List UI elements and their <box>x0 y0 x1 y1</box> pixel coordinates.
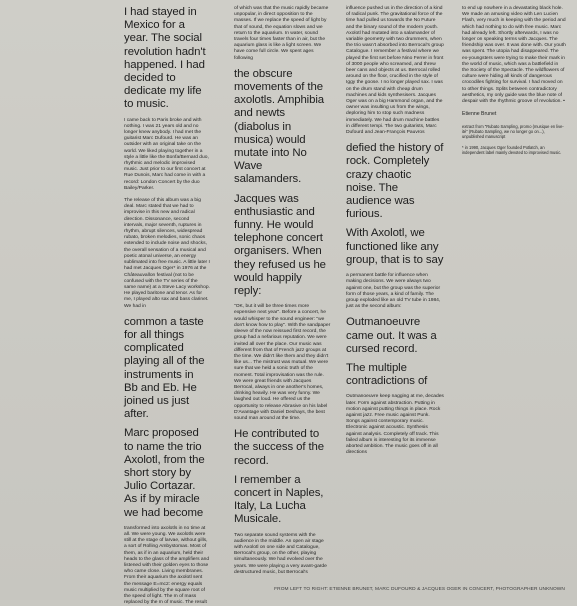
paragraph: defied the history of rock. Completely crazy chaotic noise. The audience was furious. <box>346 142 444 221</box>
paragraph: Etienne Brunet <box>462 111 497 118</box>
paragraph: * in 1990, Jacques Oger founded Potlatch, an independent label mainly devoted to improvised music. <box>462 145 562 156</box>
paragraph: Outmanoeuvre keep nagging at me, decades later. Form against abstraction. Putting in motion against putting things in place. Rock against jazz. Free music against Punk. Songs against contemporary music. Electronic against acoustic. Synthesis against analysis. Completely off track. This failed album is interesting for its immense aborted ambition. The music goes off in all directions <box>346 394 444 456</box>
paragraph: common a taste for all things complicated playing all of the instruments in Bb and Eb. He joined us just after. <box>124 315 205 421</box>
text-column-2 <box>234 6 332 575</box>
paragraph: Two separate sound systems with the audience in the middle. An open air stage with Axolotl on one side and Catalogue, Berrocal's group, on the other, playing simultaneously. We had evolved over the years. We were playing a very avant-garde destructured music, but Berrocal's <box>234 532 327 575</box>
paragraph: the obscure movements of the axolotls. Amphibia and newts (diabolus in musica) would mutate into No Wave salamanders. <box>234 67 325 186</box>
paragraph: The multiple contradictions of <box>346 361 428 388</box>
paragraph: The release of this album was a big deal. Marc stated that we had to improvise in this new and radical direction. Dissonance, second intervals, major seventh, ruptures in rhythm, abrupt silences, widespread rubato, broken melodies, sonic chaos extended to include noise and shocks, the overall sensation of a musical and poetic atonal universe, an energy sublimated into free music. A little later I had met Jacques Oger* in 1976 at the Châteauvallon festival (not to be confused with the TV series of the same name) at a Steve Lacy workshop. He played baritone and tenor. As for me, I played alto sax and bass clarinet. We had in <box>124 198 210 309</box>
paragraph: extract from "Rubato Sampling, promo (musique en live-ité" (Rubato Sampling, we no longer go on...), unpublished manuscript <box>462 123 564 140</box>
photo-caption: FROM LEFT TO RIGHT: ETIENNE BRUNET, MARC DUFOURD & JACQUES OGER IN CONCERT, PHOTOGRAPHER UNKNOWN <box>274 587 565 592</box>
paragraph: a permanent battle for influence when making decisions. We were always two against one, but the group was the superior form of those years, a kind of family. The group exploded like an old TV tube in 1984, just as the second album: <box>346 273 441 310</box>
paragraph: I had stayed in Mexico for a year. The social revolution hadn't happened. I had decided to dedicate my life to music. <box>124 6 206 111</box>
paragraph: I remember a concert in Naples, Italy, La Lucha Musicale. <box>234 473 324 526</box>
paragraph: "OK, but it will be three times more expensive next year". Before a concert, he would whisper to the sound engineer: "we don't know how to play". With the sandpaper sleeve of the now reissued first record, the group had a nefarious reputation. We were invited all over the place. Our music was different from that of French jazz groups at the time. We didn't like them and they didn't like us... The mistrust was mutual. We were sure that we held a sonic truth of the moment. Total improvisation was the rule. We were great friends with Jacques Berrocal, always in one another's homes, drinking heavily. He was very funny. We laughed out loud. He offered us the opportunity to release Abrasive on his label D'Avantage with Daniel Deshays, the best sound man around at the time. <box>234 304 331 421</box>
paragraph: transformed into axolotls in no time at all. We were young. We axolotls were still at the stage of larvae, without gills, a sort of Rolling Ambystomas. Most of them, as if in an aquarium, held their heads to the glass of the amplifiers and listened with their golden eyes to those who came close. Living membranes. From their aquarium the axolotl sent the message E=mc2: energy equals music multiplied by the square root of the speed of light. The m of mass replaced by the m of music. The result <box>124 525 210 606</box>
paragraph: I came back to Paris broke and with nothing. I was 21 years old and no longer knew anybody. I had met the guitarist Marc Dufourd. He was an outsider with an original take on the world. We liked playing together in a style a little like the Bonfa/Bernard duo, rhythmic and melodic improvised music. Just prior to our first concert at Rue Dunois, Marc had come in with a record: London Concert by the duo Bailey/Parker. <box>124 117 209 191</box>
paragraph: With Axolotl, we functioned like any group, that is to say <box>346 227 444 266</box>
paragraph: Outmanoeuvre came out. It was a cursed record. <box>346 316 437 355</box>
paragraph: to end up nowhere in a devastating black hole. We made an amusing video with Len Lucien Flash, very much in keeping with the period and which had nothing to do with free music. Marc had already left. Shortly afterwards, I was no longer on speaking terms with Jacques. The friendship was over. It was done with. Our youth was spent. The utopia had disappeared. The ex-youngsters were trying to make their mark in the world of music, which was a battlefield in the Society of the Spectacle. The wildflowers of culture were hiding all kinds of dangerous crocodiles fighting for survival. I had moved on to other things. Splits between contradictory aesthetics, my only guide was the blue note of despair with the rhythmic groove of revolution. • <box>462 6 566 105</box>
paragraph: Marc proposed to name the trio Axolotl, from the short story by Julio Cortazar. As if by miracle we had become <box>124 427 205 519</box>
paragraph: Jacques was enthusiastic and funny. He would telephone concert organisers. When they refused us he would happily reply: <box>234 192 326 298</box>
paragraph: influence pushed us in the direction of a kind of radical punk. The gravitational force of the time had pulled us towards the No Future and the binary sound of the modern youth. Axolotl had mutated into a salamander of variable geometry with two drummers, when the trio wasn't absorbed into Berrocal's group Catalogue. I remember a festival where we played the first set before Nino Ferrer in front of 3000 people who screamed, and threw beer cans and objects at us. Berrocal rolled around on the floor, crucified in the style of Iggy the goose. I no longer played sax. I was on the drum stand with cheap drum machines and kids synthesisers. Jacques Oger was on a big Hammond organ, and the owner was insulting us from the wings, deploring him to stop such madness immediately. We had drum machine battles in different tempi. The two guitarists, Marc Dufourd and Jean-François Pauvros <box>346 6 444 136</box>
paragraph: of which was that the music rapidly became unpopular, in direct opposition to the masses. If we replace the speed of light by that of sound, the equation slows and we return to the aquarium. In water, sound travels four times faster than in air, but the aquarium glass is like a light screen. We have come full circle. We spent ages following <box>234 6 329 61</box>
text-column-1 <box>124 6 210 606</box>
paragraph: He contributed to the success of the record. <box>234 428 325 467</box>
text-column-3 <box>346 6 444 572</box>
text-column-4 <box>462 6 566 572</box>
